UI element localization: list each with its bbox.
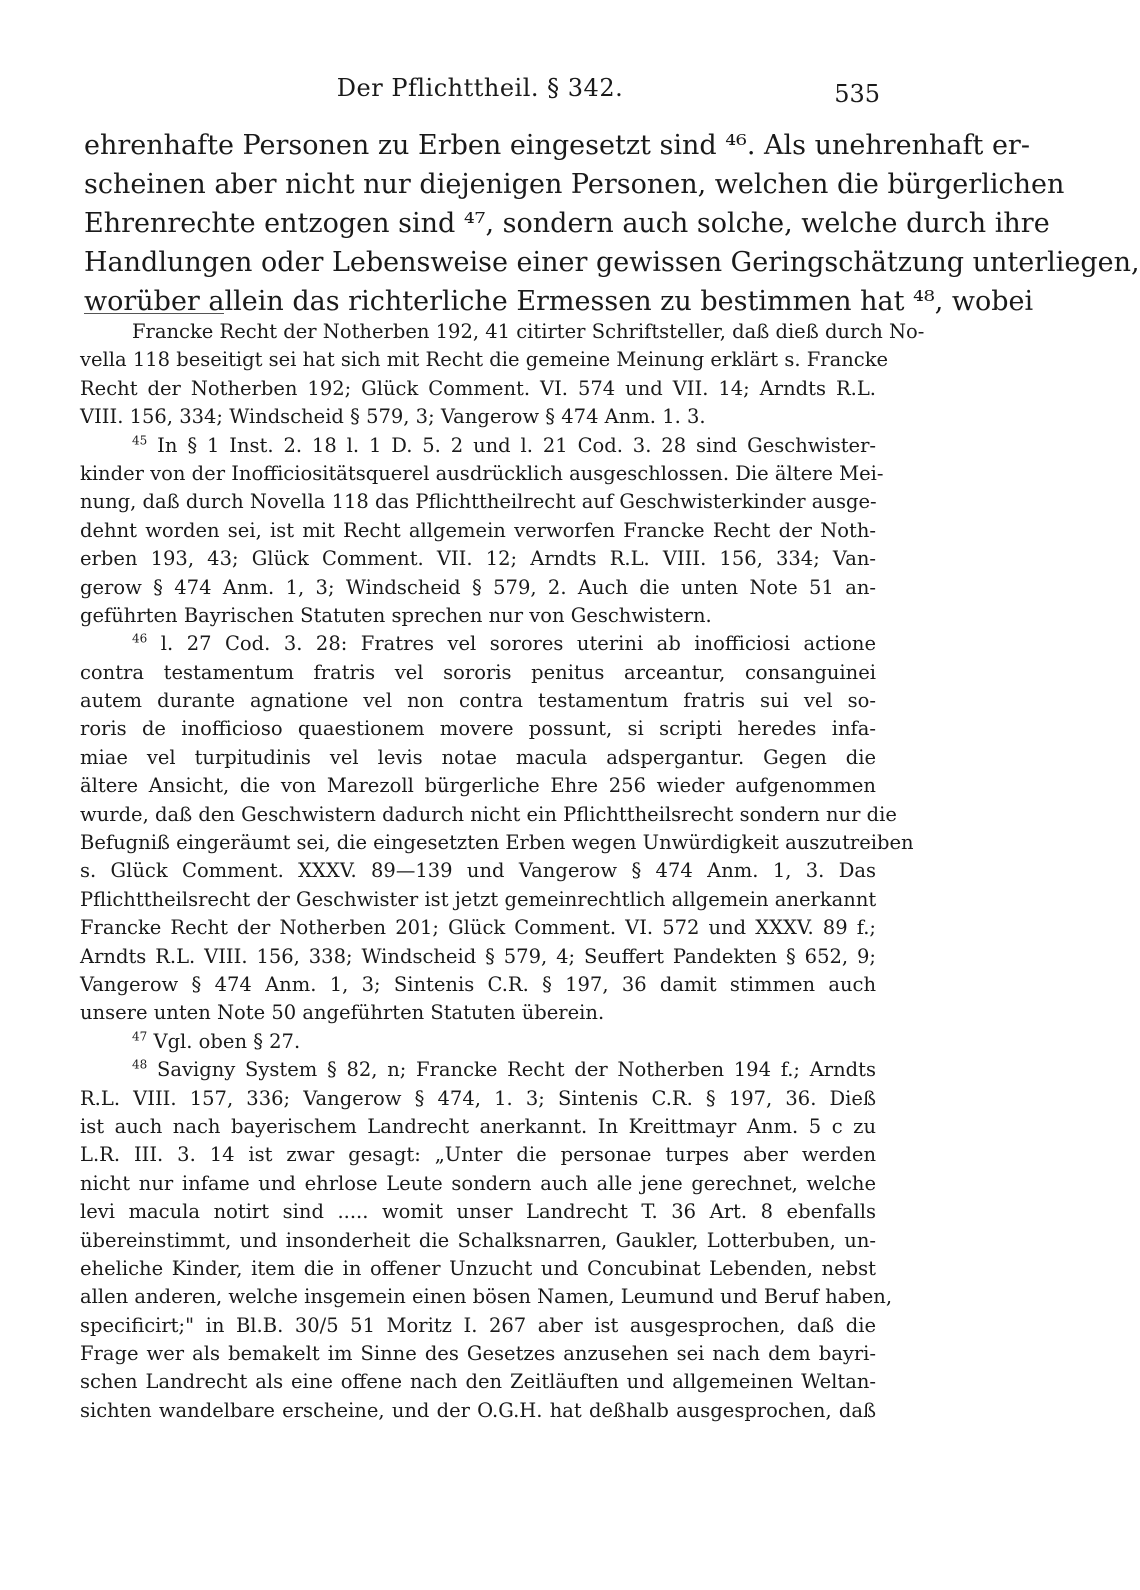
footnote-line: Befugniß eingeräumt sei, die eingesetzten Erben wegen Unwürdigkeit auszutreiben	[80, 831, 914, 855]
footnote-line: specificirt;" in Bl.B. 30/5 51 Moritz I. 267 aber ist ausgesprochen, daß die	[80, 1313, 876, 1337]
footnote-line: roris de inofficioso quaestionem movere possunt, si scripti heredes infa-	[80, 717, 876, 741]
footnote-line: miae vel turpitudinis vel levis notae macula adspergantur. Gegen die	[80, 745, 876, 769]
footnote-mark: 48	[132, 1057, 148, 1072]
footnote-line: kinder von der Inofficiositätsquerel ausdrücklich ausgeschlossen. Die ältere Mei-	[80, 461, 884, 485]
footnote-line: autem durante agnatione vel non contra testamentum fratris sui vel so-	[80, 689, 876, 713]
running-head	[80, 74, 880, 110]
footnote-line: erben 193, 43; Glück Comment. VII. 12; Arndts R.L. VIII. 156, 334; Van-	[80, 547, 876, 571]
footnote-line: geführten Bayrischen Statuten sprechen nur von Geschwistern.	[80, 603, 712, 627]
body-line: scheinen aber nicht nur diejenigen Personen, welchen die bürgerlichen	[84, 169, 1065, 200]
footnote-line: ist auch nach bayerischem Landrecht anerkannt. In Kreittmayr Anm. 5 c zu	[80, 1114, 876, 1138]
footnote-mark: 47	[132, 1029, 148, 1044]
footnote-line: übereinstimmt, und insonderheit die Schalksnarren, Gaukler, Lotterbuben, un-	[80, 1228, 876, 1252]
footnote-line: Pflichttheilsrecht der Geschwister ist jetzt gemeinrechtlich allgemein anerkannt	[80, 887, 877, 911]
body-line: worüber allein das richterliche Ermessen zu bestimmen hat ⁴⁸, wobei	[84, 286, 1034, 317]
footnote-mark: 45	[132, 433, 148, 448]
footnote-mark: 46	[132, 631, 148, 646]
footnote-46-first-line	[80, 630, 876, 658]
footnote-line: s. Glück Comment. XXXV. 89—139 und Vangerow § 474 Anm. 1, 3. Das	[80, 859, 876, 883]
footnote-separator	[84, 313, 224, 314]
footnote-line: eheliche Kinder, item die in offener Unzucht und Concubinat Lebenden, nebst	[80, 1256, 876, 1280]
footnote-line: unsere unten Note 50 angeführten Statuten überein.	[80, 1001, 605, 1025]
footnotes	[80, 318, 925, 1425]
footnote-text: Savigny System § 82, n; Francke Recht der Notherben 194 f.; Arndts	[157, 1058, 876, 1082]
footnote-line: ältere Ansicht, die von Marezoll bürgerliche Ehre 256 wieder aufgenommen	[80, 774, 876, 798]
footnote-line: vella 118 beseitigt sei hat sich mit Recht die gemeine Meinung erklärt s. Francke	[80, 348, 889, 372]
footnote-line: nung, daß durch Novella 118 das Pflichttheilrecht auf Geschwisterkinder ausge-	[80, 490, 877, 514]
body-line: Handlungen oder Lebensweise einer gewissen Geringschätzung unterliegen,	[84, 247, 1140, 278]
footnote-line: gerow § 474 Anm. 1, 3; Windscheid § 579, 2. Auch die unten Note 51 an-	[80, 575, 876, 599]
footnote-line: schen Landrecht als eine offene nach den Zeitläuften und allgemeinen Weltan-	[80, 1370, 876, 1394]
running-title: Der Pflichttheil. § 342.	[336, 74, 624, 102]
footnote-line: contra testamentum fratris vel sororis penitus arceantur, consanguinei	[80, 660, 876, 684]
footnote-line: VIII. 156, 334; Windscheid § 579, 3; Vangerow § 474 Anm. 1. 3.	[80, 405, 706, 429]
footnote-text: l. 27 Cod. 3. 28: Fratres vel sorores uterini ab inofficiosi actione	[160, 632, 876, 656]
footnote-line: L.R. III. 3. 14 ist zwar gesagt: „Unter die personae turpes aber werden	[80, 1143, 876, 1167]
body-text	[84, 126, 1140, 321]
footnote-line: nicht nur infame und ehrlose Leute sondern auch alle jene gerechnet, welche	[80, 1171, 876, 1195]
body-line: Ehrenrechte entzogen sind ⁴⁷, sondern auch solche, welche durch ihre	[84, 208, 1050, 239]
footnote-line: Recht der Notherben 192; Glück Comment. VI. 574 und VII. 14; Arndts R.L.	[80, 376, 876, 400]
footnote-45-first-line	[80, 432, 876, 460]
footnote-line: Arndts R.L. VIII. 156, 338; Windscheid § 579, 4; Seuffert Pandekten § 652, 9;	[80, 944, 876, 968]
footnote-line: Vangerow § 474 Anm. 1, 3; Sintenis C.R. § 197, 36 damit stimmen auch	[80, 972, 876, 996]
footnote-line: dehnt worden sei, ist mit Recht allgemein verworfen Francke Recht der Noth-	[80, 518, 876, 542]
footnote-line: R.L. VIII. 157, 336; Vangerow § 474, 1. 3; Sintenis C.R. § 197, 36. Dieß	[80, 1086, 876, 1110]
body-line: ehrenhafte Personen zu Erben eingesetzt sind ⁴⁶. Als unehrenhaft er-	[84, 130, 1030, 161]
footnote-line: sichten wandelbare erscheine, und der O.G.H. hat deßhalb ausgesprochen, daß	[80, 1398, 876, 1422]
footnote-47-first-line	[80, 1028, 876, 1056]
footnote-text: In § 1 Inst. 2. 18 l. 1 D. 5. 2 und l. 21 Cod. 3. 28 sind Geschwister-	[157, 433, 876, 457]
footnote-line: levi macula notirt sind ..... womit unser Landrecht T. 36 Art. 8 ebenfalls	[80, 1200, 876, 1224]
footnote-line: Francke Recht der Notherben 192, 41 citirter Schriftsteller, daß dieß durch No-	[132, 320, 925, 343]
footnote-line: Francke Recht der Notherben 201; Glück Comment. VI. 572 und XXXV. 89 f.;	[80, 916, 876, 940]
footnote-line: allen anderen, welche insgemein einen bösen Namen, Leumund und Beruf haben,	[80, 1285, 893, 1309]
footnote-line: wurde, daß den Geschwistern dadurch nicht ein Pflichttheilsrecht sondern nur die	[80, 802, 897, 826]
footnote-line: Frage wer als bemakelt im Sinne des Gesetzes anzusehen sei nach dem bayri-	[80, 1342, 876, 1366]
footnote-48-first-line	[80, 1056, 876, 1084]
page-number: 535	[834, 80, 880, 108]
footnote-text: Vgl. oben § 27.	[153, 1029, 301, 1053]
